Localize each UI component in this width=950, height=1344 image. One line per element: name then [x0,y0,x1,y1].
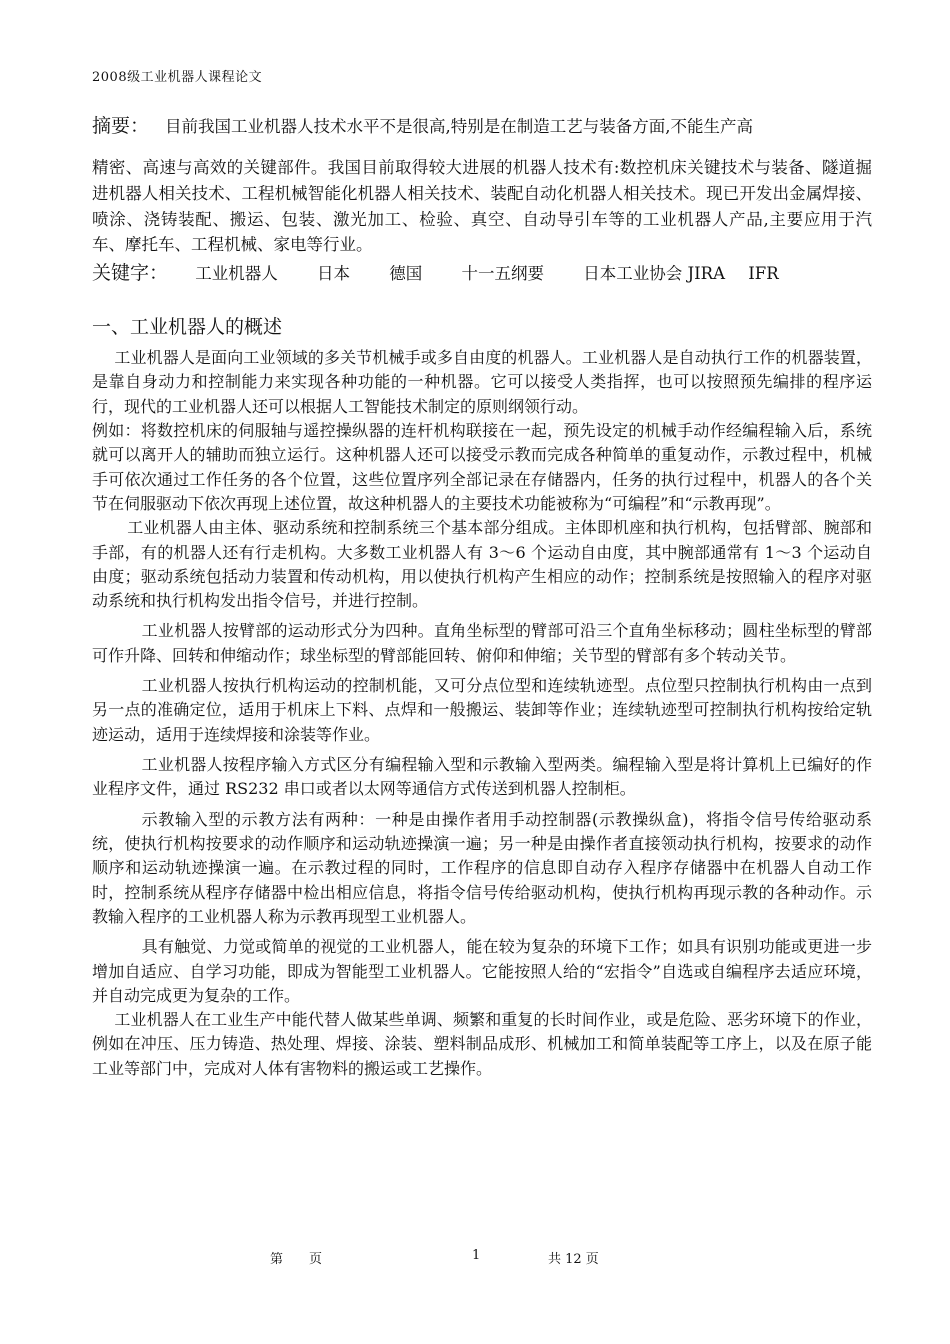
abstract-label: 摘要： [92,115,150,137]
section-heading: 一、工业机器人的概述 [92,316,283,338]
body-text [92,346,872,1081]
paragraph: 工业机器人在工业生产中能代替人做某些单调、频繁和重复的长时间作业，或是危险、恶劣环境下的作业，例如在冲压、压力铸造、热处理、焊接、涂装、塑料制品成形、机械加工和简单装配等工序上，以及在原子能工业等部门中，完成对人体有害物料的搬运或工艺操作。 [92,1010,872,1078]
page-header: 2008级工业机器人课程论文 [92,70,263,85]
footer-page-number: 1 [472,1248,481,1263]
paragraph: 工业机器人按执行机构运动的控制机能，又可分点位型和连续轨迹型。点位型只控制执行机构由一点到另一点的准确定位，适用于机床上下料、点焊和一般搬运、装卸等作业；连续轨迹型可控制执行机构按给定轨迹运动，适用于连续焊接和涂装等作业。 [92,676,872,744]
paragraph: 工业机器人按程序输入方式区分有编程输入型和示教输入型两类。编程输入型是将计算机上已编好的作业程序文件，通过 RS232 串口或者以太网等通信方式传送到机器人控制柜。 [92,755,872,799]
paragraph: 例如：将数控机床的伺服轴与遥控操纵器的连杆机构联接在一起，预先设定的机械手动作经编程输入后，系统就可以离开人的辅助而独立运行。这种机器人还可以接受示教而完成各种简单的重复动作，示教过程中，机械手可依次通过工作任务的各个位置，这些位置序列全部记录在存储器内，任务的执行过程中，机器人的各个关节在伺服驱动下依次再现上述位置，故这种机器人的主要技术功能被称为“可编程”和“示教再现”。 [92,420,872,513]
paragraph: 工业机器人是面向工业领域的多关节机械手或多自由度的机器人。工业机器人是自动执行工作的机器装置，是靠自身动力和控制能力来实现各种功能的一种机器。它可以接受人类指挥，也可以按照预先编排的程序运行，现代的工业机器人还可以根据人工智能技术制定的原则纲领行动。 [92,348,872,416]
footer-total-pages: 共 12 页 [548,1252,599,1267]
keyword: IFR [748,264,779,283]
keywords-label: 关键字： [92,262,169,284]
abstract-first-line: 目前我国工业机器人技术水平不是很高,特别是在制造工艺与装备方面,不能生产高 [165,117,754,136]
keyword: 德国 [389,264,423,283]
keyword: 日本工业协会 JIRA [583,264,725,283]
keywords-line [92,258,872,285]
footer-page-label: 第 页 [270,1252,323,1267]
paragraph: 示教输入型的示教方法有两种：一种是由操作者用手动控制器(示教操纵盒)，将指令信号传给驱动系统，使执行机构按要求的动作顺序和运动轨迹操演一遍；另一种是由操作者直接领动执行机构，按要求的动作顺序和运动轨迹操演一遍。在示教过程的同时，工作程序的信息即自动存入程序存储器中在机器人自动工作时，控制系统从程序存储器中检出相应信息，将指令信号传给驱动机构，使执行机构再现示教的各种动作。示教输入程序的工业机器人称为示教再现型工业机器人。 [92,809,872,926]
abstract-body: 精密、高速与高效的关键部件。我国目前取得较大进展的机器人技术有:数控机床关键技术与装备、隧道掘进机器人相关技术、工程机械智能化机器人相关技术、装配自动化机器人相关技术。现已开发出金属焊接、喷涂、浇铸装配、搬运、包装、激光加工、检验、真空、自动导引车等的工业机器人产品,主要应用于汽车、摩托车、工程机械、家电等行业。 [92,158,872,255]
keyword: 日本 [317,264,351,283]
paragraph: 工业机器人按臂部的运动形式分为四种。直角坐标型的臂部可沿三个直角坐标移动；圆柱坐标型的臂部可作升降、回转和伸缩动作；球坐标型的臂部能回转、俯仰和伸缩；关节型的臂部有多个转动关节。 [92,621,872,665]
keyword: 十一五纲要 [461,264,545,283]
keyword: 工业机器人 [195,264,278,283]
abstract-section [92,112,872,258]
paragraph: 工业机器人由主体、驱动系统和控制系统三个基本部分组成。主体即机座和执行机构，包括臂部、腕部和手部，有的机器人还有行走机构。大多数工业机器人有 3～6 个运动自由度，其中腕部通常有 1～3 个运动自由度；驱动系统包括动力装置和传动机构，用以使执行机构产生相应的动作；控制系统是按照输入的程序对驱动系统和执行机构发出指令信号，并进行控制。 [92,518,872,611]
paragraph: 具有触觉、力觉或简单的视觉的工业机器人，能在较为复杂的环境下工作；如具有识别功能或更进一步增加自适应、自学习功能，即成为智能型工业机器人。它能按照人给的“宏指令”自选或自编程序去适应环境，并自动完成更为复杂的工作。 [92,937,872,1005]
